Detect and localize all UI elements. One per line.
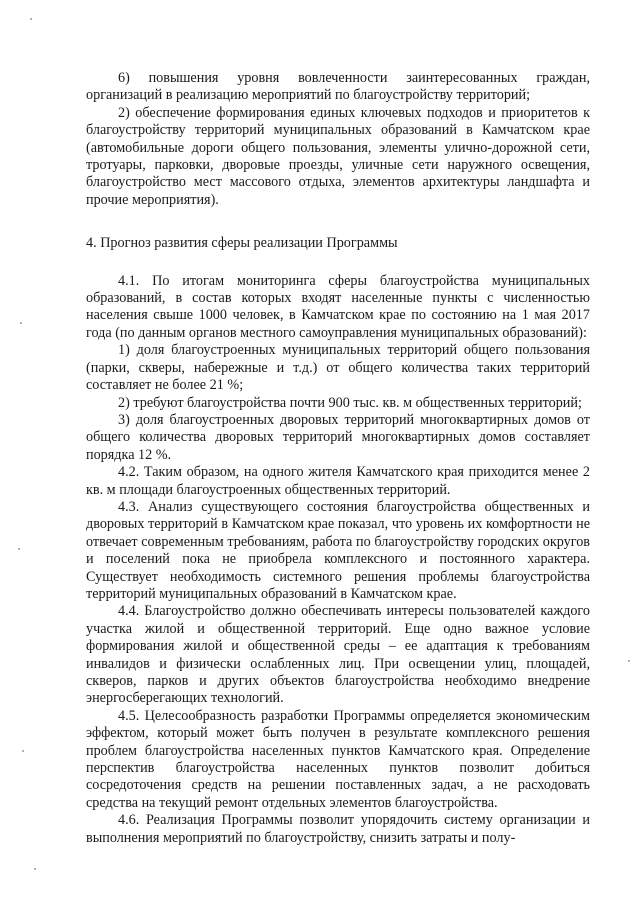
paragraph-4-1-item-3: 3) доля благоустроенных дворовых территорий многоквартирных домов от общего количества дворовых территорий многоквартирных домов составляет порядка 12 %. <box>86 411 590 463</box>
paragraph-4-3: 4.3. Анализ существующего состояния благоустройства общественных и дворовых территорий в Камчатском крае показал, что уровень их комфортности не отвечает современным требованиям, работа по благоустройству городских округов и поселений пока не приобрела комплексного и постоянного характера. Существует необходимость системного решения проблемы благоустройства территорий муниципальных образований в Камчатском крае. <box>86 498 590 602</box>
section-heading: 4. Прогноз развития сферы реализации Программы <box>86 235 398 252</box>
scan-speck <box>18 548 20 550</box>
paragraph-item-6: 6) повышения уровня вовлеченности заинтересованных граждан, организаций в реализацию мероприятий по благоустройству территорий; <box>86 70 590 104</box>
scan-speck <box>20 322 22 324</box>
paragraph-4-2: 4.2. Таким образом, на одного жителя Камчатского края приходится менее 2 кв. м площади благоустроенных общественных территорий. <box>86 464 590 498</box>
paragraph-4-1-item-2: 2) требуют благоустройства почти 900 тыс. кв. м общественных территорий; <box>118 394 582 411</box>
document-body <box>86 70 590 847</box>
scan-speck <box>30 18 32 20</box>
paragraph-4-4: 4.4. Благоустройство должно обеспечивать интересы пользователей каждого участка жилой и общественной территорий. Еще одно важное условие формирования жилой и общественной среды – ее адаптация к требованиям инвалидов и физически ослабленных лиц. При освещении улиц, площадей, скверов, парков и других объектов благоустройства необходимо внедрение энергосберегающих технологий. <box>86 603 590 707</box>
paragraph-4-1: 4.1. По итогам мониторинга сферы благоустройства муниципальных образований, в состав которых входят населенные пункты с численностью населения свыше 1000 человек, в Камчатском крае по состоянию на 1 мая 2017 года (по данным органов местного самоуправления муниципальных образований): <box>86 272 590 341</box>
scan-speck <box>628 660 630 662</box>
paragraph-4-5: 4.5. Целесообразность разработки Программы определяется экономическим эффектом, который может быть получен в результате комплексного решения проблем благоустройства населенных пунктов Камчатского края. Определение перспектив благоустройства населенных пунктов позволит добиться сосредоточения средств на решении поставленных задач, а не расходовать средства на текущий ремонт отдельных элементов благоустройства. <box>86 707 590 811</box>
scan-speck <box>22 750 24 752</box>
paragraph-4-1-item-1: 1) доля благоустроенных муниципальных территорий общего пользования (парки, скверы, набережные и т.д.) от общего количества таких территорий составляет не более 21 %; <box>86 342 590 394</box>
paragraph-4-6: 4.6. Реализация Программы позволит упорядочить систему организации и выполнения мероприятий по благоустройству, снизить затраты и полу- <box>86 812 590 846</box>
scan-speck <box>34 868 36 870</box>
paragraph-item-2: 2) обеспечение формирования единых ключевых подходов и приоритетов к благоустройству территорий муниципальных образований в Камчатском крае (автомобильные дороги общего пользования, элементы улично-дорожной сети, тротуары, парковки, дворовые проезды, уличные сети наружного освещения, благоустройство мест массового отдыха, элементов архитектуры ландшафта и прочие мероприятия). <box>86 104 590 208</box>
